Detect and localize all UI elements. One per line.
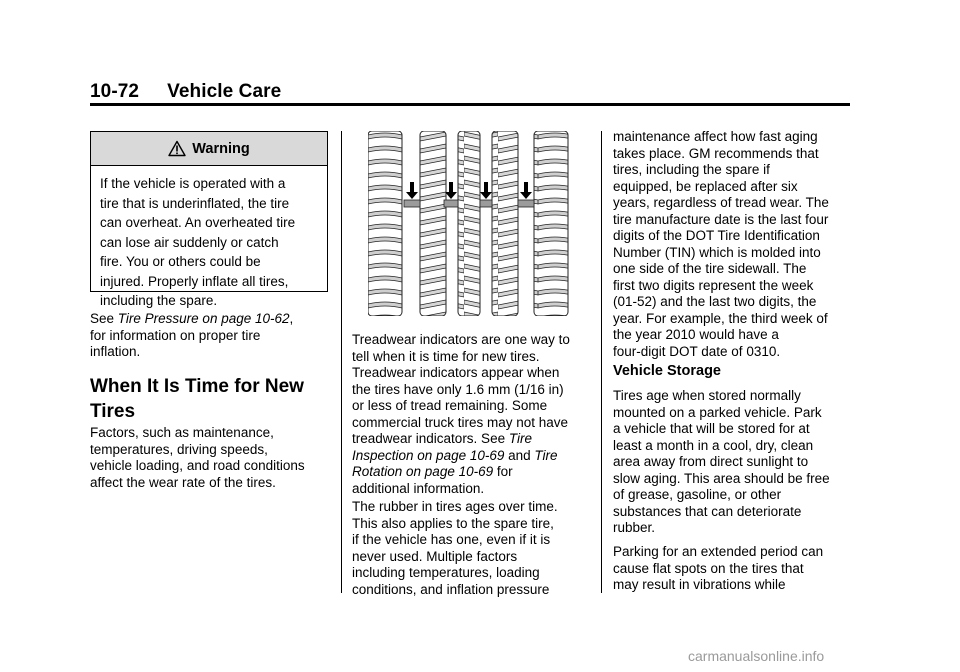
page-number: 10-72	[90, 81, 140, 102]
page-header	[90, 81, 281, 103]
header-rule	[90, 103, 850, 106]
warning-header	[91, 132, 327, 166]
vehicle-storage-heading: Vehicle Storage	[613, 363, 721, 379]
warning-line: fire. You or others could be	[100, 254, 261, 269]
warning-body	[91, 166, 327, 311]
warning-line: If the vehicle is operated with a	[100, 176, 286, 191]
warning-line: can overheat. An overheated tire	[100, 215, 296, 230]
treadwear-para: Treadwear indicators are one way to tell when it is time for new tires. Treadwear indicators appear when the tires have only 1.6 mm (1/16 in) or less of tread remaining. Some commercial truck tires may not have treadwear indicators. See Tire Inspection on page 10-69 and Tire Rotation on page 10-69 for additional information.	[352, 332, 570, 496]
tire-rotation-link[interactable]: Tire	[534, 447, 558, 463]
tire-rotation-link[interactable]: Rotation on page 10-69	[352, 464, 494, 479]
warning-triangle-icon	[168, 140, 186, 157]
warning-line: tire that is underinflated, the tire	[100, 195, 290, 211]
arrow-down-icon	[520, 182, 532, 199]
watermark: carmanualsonline.info	[688, 648, 825, 664]
tread-illustration	[368, 131, 590, 316]
tire-pressure-link[interactable]: Tire Pressure on page 10-62	[117, 311, 290, 326]
tire-inspection-link[interactable]: Inspection on page 10-69	[352, 447, 505, 463]
column-divider-right	[601, 131, 602, 593]
vehicle-storage-para: Tires age when stored normally mounted on a parked vehicle. Park a vehicle that will be stored for at least a month in a cool, dry, clean area away from direct sunlight to slow aging. This area should be free of grease, gasoline, or other substances that can deteriorate rubber.	[613, 388, 830, 535]
warning-line: including the spare.	[100, 293, 218, 308]
aging-para: maintenance affect how fast aging takes place. GM recommends that tires, including the spare if equipped, be replaced after six years, regardless of tread wear. The tire manufacture date is the last four digits of the DOT Tire Identification Number (TIN) which is molded into one side of the tire sidewall. The first two digits represent the week (01-52) and the last two digits, the year. For example, the third week of the year 2010 would have a four-digit DOT date of 0310.	[613, 129, 829, 359]
parking-para: Parking for an extended period can cause flat spots on the tires that may result in vibrations while	[613, 544, 824, 592]
warning-box	[90, 131, 328, 308]
column-divider-left	[341, 131, 342, 593]
tire-inspection-link[interactable]: Tire	[508, 431, 532, 446]
warning-title: Warning	[192, 140, 250, 157]
warning-line: can lose air suddenly or catch	[100, 234, 279, 250]
see-tire-pressure-para: See Tire Pressure on page 10-62, for information on proper tire inflation.	[90, 311, 294, 359]
factors-para: Factors, such as maintenance, temperatures, driving speeds, vehicle loading, and road conditions affect the wear rate of the tires.	[90, 425, 305, 490]
section-heading: When It Is Time for New Tires	[90, 376, 304, 422]
arrow-down-icon	[406, 182, 418, 199]
warning-line: injured. Properly inflate all tires,	[100, 273, 289, 289]
arrow-down-icon	[480, 182, 492, 199]
arrow-down-icon	[445, 182, 457, 199]
rubber-para: The rubber in tires ages over time. This also applies to the spare tire, if the vehicle has one, even if it is never used. Multiple factors including temperatures, loading conditions, and inflation pressure	[352, 499, 558, 597]
section-title: Vehicle Care	[167, 81, 282, 102]
